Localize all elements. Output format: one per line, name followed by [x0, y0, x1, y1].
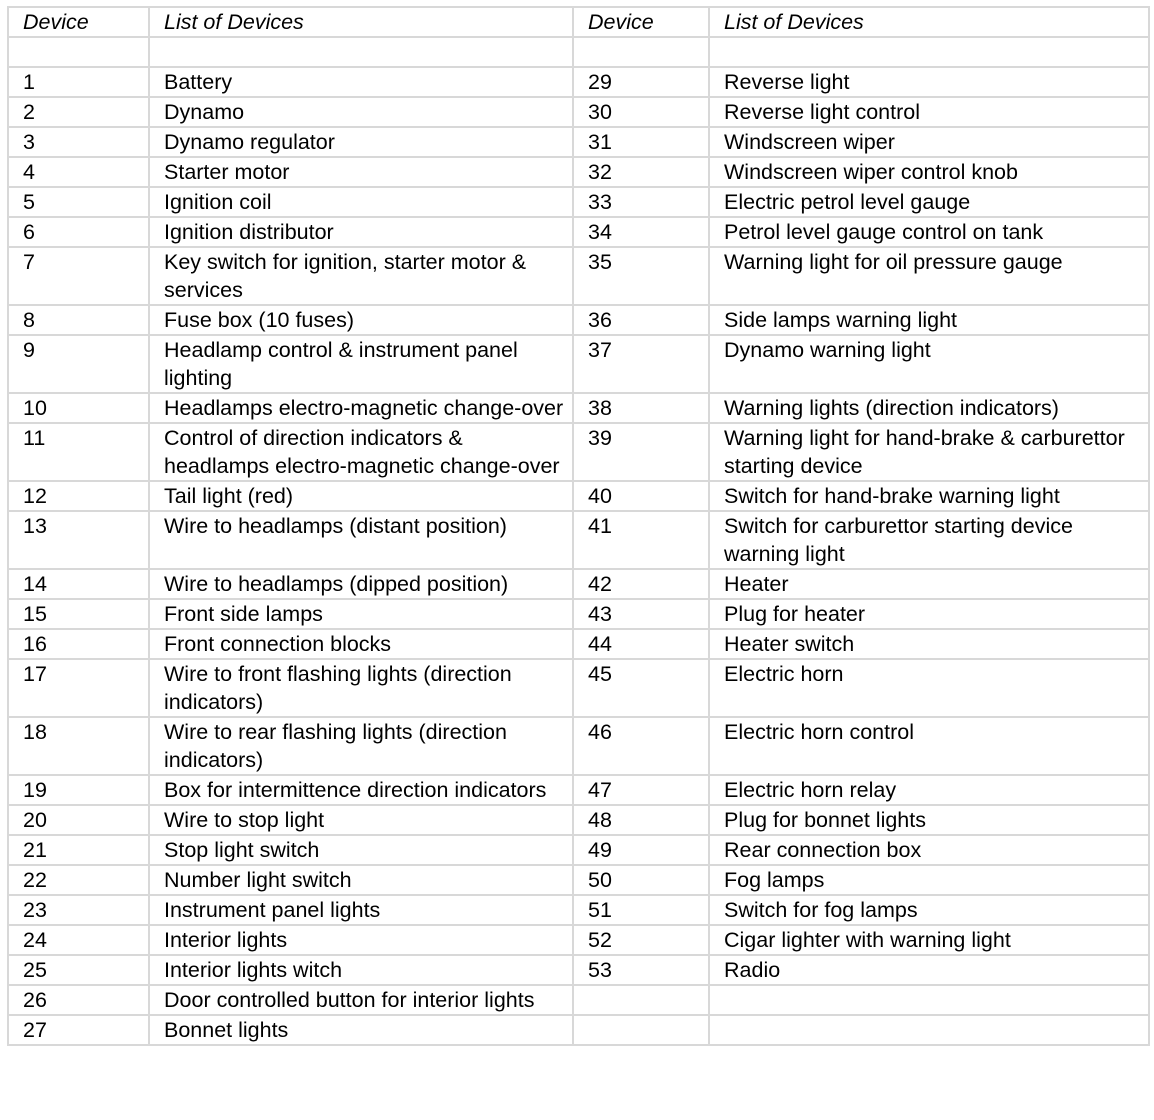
table-row [8, 717, 1149, 775]
device-number: 26 [8, 985, 149, 1015]
device-name: Interior lights witch [149, 955, 573, 985]
header-list-1: List of Devices [149, 7, 573, 37]
device-name: Wire to stop light [149, 805, 573, 835]
device-name: Dynamo regulator [149, 127, 573, 157]
table-row [8, 187, 1149, 217]
device-name: Heater switch [709, 629, 1149, 659]
device-name: Switch for fog lamps [709, 895, 1149, 925]
device-name: Dynamo [149, 97, 573, 127]
device-name: Fog lamps [709, 865, 1149, 895]
device-name: Box for intermittence direction indicators [149, 775, 573, 805]
device-number: 1 [8, 67, 149, 97]
table-row [8, 805, 1149, 835]
device-number: 27 [8, 1015, 149, 1045]
device-number: 36 [573, 305, 709, 335]
blank-row [8, 37, 1149, 67]
header-device-2: Device [573, 7, 709, 37]
header-row [8, 7, 1149, 37]
table-row [8, 955, 1149, 985]
device-number: 3 [8, 127, 149, 157]
device-number: 30 [573, 97, 709, 127]
device-name: Plug for bonnet lights [709, 805, 1149, 835]
device-number: 10 [8, 393, 149, 423]
table-row [8, 895, 1149, 925]
device-name: Ignition distributor [149, 217, 573, 247]
table-row [8, 599, 1149, 629]
device-number: 25 [8, 955, 149, 985]
device-number: 48 [573, 805, 709, 835]
device-number: 49 [573, 835, 709, 865]
device-name [709, 985, 1149, 1015]
device-number: 34 [573, 217, 709, 247]
device-number: 15 [8, 599, 149, 629]
device-number: 23 [8, 895, 149, 925]
table-row [8, 775, 1149, 805]
device-name: Electric horn control [709, 717, 1149, 775]
device-name: Dynamo warning light [709, 335, 1149, 393]
device-name: Reverse light control [709, 97, 1149, 127]
device-number: 14 [8, 569, 149, 599]
device-name: Wire to front flashing lights (direction indicators) [149, 659, 573, 717]
device-number: 19 [8, 775, 149, 805]
device-name: Key switch for ignition, starter motor & services [149, 247, 573, 305]
device-number: 21 [8, 835, 149, 865]
device-number: 40 [573, 481, 709, 511]
device-name: Warning light for hand-brake & carburettor starting device [709, 423, 1149, 481]
devices-table [7, 6, 1150, 1046]
device-number: 16 [8, 629, 149, 659]
device-name: Electric horn relay [709, 775, 1149, 805]
table-row [8, 393, 1149, 423]
device-name: Stop light switch [149, 835, 573, 865]
device-number: 41 [573, 511, 709, 569]
header-list-2: List of Devices [709, 7, 1149, 37]
device-name: Front side lamps [149, 599, 573, 629]
device-name: Rear connection box [709, 835, 1149, 865]
device-number: 29 [573, 67, 709, 97]
table-row [8, 659, 1149, 717]
device-name: Reverse light [709, 67, 1149, 97]
device-name: Cigar lighter with warning light [709, 925, 1149, 955]
device-name: Wire to headlamps (distant position) [149, 511, 573, 569]
device-number: 39 [573, 423, 709, 481]
device-name: Bonnet lights [149, 1015, 573, 1045]
device-number [573, 1015, 709, 1045]
device-number: 47 [573, 775, 709, 805]
device-name: Plug for heater [709, 599, 1149, 629]
device-name: Wire to rear flashing lights (direction indicators) [149, 717, 573, 775]
device-name: Wire to headlamps (dipped position) [149, 569, 573, 599]
table-row [8, 985, 1149, 1015]
device-number: 17 [8, 659, 149, 717]
device-name: Door controlled button for interior lights [149, 985, 573, 1015]
table-row [8, 127, 1149, 157]
device-name: Petrol level gauge control on tank [709, 217, 1149, 247]
table-row [8, 247, 1149, 305]
device-number: 38 [573, 393, 709, 423]
device-number: 53 [573, 955, 709, 985]
device-number: 24 [8, 925, 149, 955]
device-name: Starter motor [149, 157, 573, 187]
device-number: 44 [573, 629, 709, 659]
device-number: 13 [8, 511, 149, 569]
blank-cell [709, 37, 1149, 67]
device-number: 37 [573, 335, 709, 393]
device-number: 18 [8, 717, 149, 775]
table-row [8, 157, 1149, 187]
device-number [573, 985, 709, 1015]
table-row [8, 925, 1149, 955]
device-name: Ignition coil [149, 187, 573, 217]
device-name: Switch for carburettor starting device warning light [709, 511, 1149, 569]
table-row [8, 511, 1149, 569]
blank-cell [573, 37, 709, 67]
header-device-1: Device [8, 7, 149, 37]
device-number: 43 [573, 599, 709, 629]
table-row [8, 865, 1149, 895]
blank-cell [149, 37, 573, 67]
device-name: Radio [709, 955, 1149, 985]
device-name: Headlamp control & instrument panel lighting [149, 335, 573, 393]
device-number: 22 [8, 865, 149, 895]
device-number: 33 [573, 187, 709, 217]
device-name: Battery [149, 67, 573, 97]
device-number: 42 [573, 569, 709, 599]
device-number: 5 [8, 187, 149, 217]
device-number: 2 [8, 97, 149, 127]
device-name [709, 1015, 1149, 1045]
device-name: Electric horn [709, 659, 1149, 717]
device-name: Fuse box (10 fuses) [149, 305, 573, 335]
device-name: Instrument panel lights [149, 895, 573, 925]
device-number: 8 [8, 305, 149, 335]
table-row [8, 217, 1149, 247]
blank-cell [8, 37, 149, 67]
device-number: 6 [8, 217, 149, 247]
device-name: Control of direction indicators & headlamps electro-magnetic change-over [149, 423, 573, 481]
table-row [8, 835, 1149, 865]
device-number: 7 [8, 247, 149, 305]
device-name: Electric petrol level gauge [709, 187, 1149, 217]
device-number: 35 [573, 247, 709, 305]
table-row [8, 629, 1149, 659]
device-number: 51 [573, 895, 709, 925]
device-number: 20 [8, 805, 149, 835]
table-row [8, 335, 1149, 393]
device-name: Headlamps electro-magnetic change-over [149, 393, 573, 423]
table-row [8, 481, 1149, 511]
device-name: Windscreen wiper control knob [709, 157, 1149, 187]
device-name: Side lamps warning light [709, 305, 1149, 335]
device-name: Number light switch [149, 865, 573, 895]
device-name: Warning light for oil pressure gauge [709, 247, 1149, 305]
device-number: 45 [573, 659, 709, 717]
table-row [8, 305, 1149, 335]
device-number: 12 [8, 481, 149, 511]
device-name: Switch for hand-brake warning light [709, 481, 1149, 511]
device-number: 11 [8, 423, 149, 481]
device-name: Warning lights (direction indicators) [709, 393, 1149, 423]
device-number: 46 [573, 717, 709, 775]
device-number: 9 [8, 335, 149, 393]
table-row [8, 67, 1149, 97]
table-row [8, 569, 1149, 599]
device-name: Windscreen wiper [709, 127, 1149, 157]
device-name: Heater [709, 569, 1149, 599]
table-row [8, 97, 1149, 127]
device-name: Interior lights [149, 925, 573, 955]
device-number: 50 [573, 865, 709, 895]
device-name: Front connection blocks [149, 629, 573, 659]
table-row [8, 1015, 1149, 1045]
device-name: Tail light (red) [149, 481, 573, 511]
device-number: 32 [573, 157, 709, 187]
device-number: 31 [573, 127, 709, 157]
table-row [8, 423, 1149, 481]
device-number: 52 [573, 925, 709, 955]
device-number: 4 [8, 157, 149, 187]
